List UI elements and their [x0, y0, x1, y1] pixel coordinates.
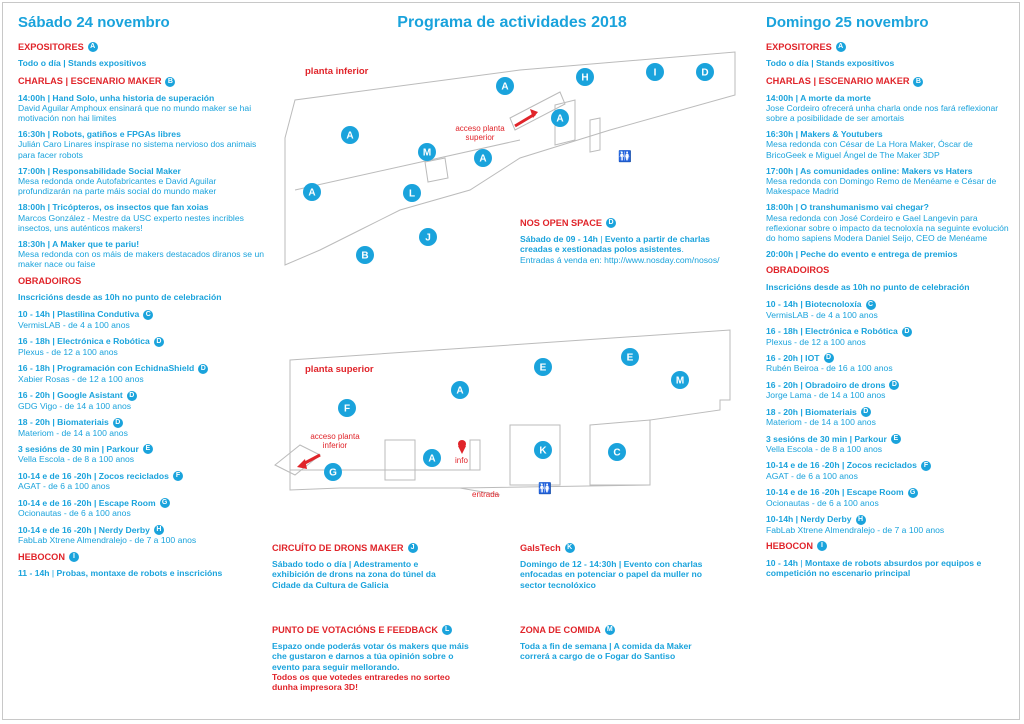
info-label: info [455, 456, 468, 465]
map-marker-m [418, 143, 436, 161]
map-marker-h [576, 68, 594, 86]
obradoiro-item: 10 - 14h | Plastilina Condutiva C VermisLAB - de 4 a 100 anos [18, 309, 268, 330]
charla-item: 18:00h | O transhumanismo vai chegar? Mesa redonda con José Cordeiro e Gael Langevin para reflexionar sobre o impacto da tecnoloxía na seguinte evolución do homo sapiens Modera Daniel Seijo, CEO de Menéame [766, 202, 1009, 244]
saturday-charlas-header: CHARLAS | ESCENARIO MAKER B [18, 76, 268, 86]
map-marker-b [356, 246, 374, 264]
svg-text:L: L [408, 188, 416, 200]
svg-text:A: A [308, 187, 316, 199]
map-marker-g [324, 463, 342, 481]
saturday-obradoiros-header: OBRADOIROS [18, 275, 82, 286]
upper-room-k [510, 425, 560, 485]
location-badge-icon: D [198, 364, 208, 374]
obradoiro-item: 10-14 e de 16 -20h | Zocos reciclados F AGAT - de 6 a 100 anos [766, 460, 1011, 481]
info-pin-tip [458, 446, 466, 454]
map-marker-a [303, 183, 321, 201]
badge-b-icon: B [913, 77, 923, 87]
svg-text:J: J [425, 232, 431, 244]
location-badge-icon: F [173, 471, 183, 481]
obradoiro-item: 10-14h | Nerdy Derby H FabLab Xtrene Almendralejo - de 7 a 100 anos [766, 514, 945, 536]
svg-text:F: F [343, 403, 351, 415]
location-badge-icon: D [154, 337, 164, 347]
svg-text:B: B [361, 250, 369, 262]
svg-text:A: A [346, 130, 354, 142]
obradoiro-item: 10-14 e de 16 -20h | Escape Room G Ocionautas - de 6 a 100 anos [18, 498, 268, 519]
saturday-column [18, 14, 268, 584]
svg-text:M: M [422, 147, 432, 159]
badge-d-icon: D [606, 218, 616, 228]
votacions-block: PUNTO DE VOTACIÓNS E FEEDBACK L Espazo onde poderás votar ós makers que máis che gustaron e darnos a túa opinión sobre o evento para seguir mellorando. Todos os que votedes entraredes no sorteo dunha impresora 3D! [272, 625, 469, 693]
sunday-obradoiros-header: OBRADOIROS [766, 265, 830, 276]
location-badge-icon: F [921, 461, 931, 471]
location-badge-icon: D [127, 391, 137, 401]
sunday-charlas-list [766, 93, 1011, 260]
saturday-expositores-header: EXPOSITORES A [18, 42, 268, 52]
sunday-hebocon-item: 10 - 14h | Montaxe de robots absurdos por equipos e competición no escenario principal [766, 557, 982, 578]
obradoiro-item: 10-14 e de 16 -20h | Zocos reciclados F AGAT - de 6 a 100 anos [18, 471, 268, 492]
map-marker-e [534, 358, 552, 376]
access-upper-label: acceso planta superior [455, 124, 505, 142]
map-marker-j [419, 228, 437, 246]
svg-text:E: E [626, 352, 634, 364]
saturday-obradoiros-intro: Inscricións desde as 10h no punto de celebración [18, 291, 222, 302]
charla-item: 17:00h | As comunidades online: Makers vs Haters Mesa redonda con Domingo Remo de Menéame e César de Makespace Madrid [766, 165, 997, 197]
nos-open-space-block: NOS OPEN SPACE D Sábado de 09 - 14h | Evento a partir de charlas creadas e xestionadas polos asistentes. Entradas á venda en: http://www.nosday.com/nosos/ [520, 218, 720, 265]
upper-floor-label: planta superior [305, 364, 374, 375]
location-badge-icon: E [891, 434, 901, 444]
location-badge-icon: G [908, 488, 918, 498]
charla-item: 14:00h | Hand Solo, unha historia de superación David Aguilar Amphoux ensinará que no mundo maker se hai motivación non hai limites [18, 92, 252, 124]
svg-text:I: I [653, 67, 657, 79]
saturday-hebocon-header: HEBOCON I [18, 552, 268, 562]
obradoiro-item: 10-14 e de 16 -20h | Escape Room G Ocionautas - de 6 a 100 anos [766, 487, 1011, 508]
charla-item: 18:00h | Tricópteros, os insectos que fan xoias Marcos González - Mestre da USC experto nestes incribles insectos, uns auténticos makers! [18, 202, 244, 233]
access-arrow-lower [515, 114, 535, 126]
svg-text:D: D [701, 67, 709, 79]
entrance-label: entrada [472, 490, 500, 499]
badge-i-icon: I [817, 541, 827, 551]
galstech-block: GalsTech K Domingo de 12 - 14:30h | Evento con charlas enfocadas en potenciar o papel da muller no sector tecnolóxico [520, 543, 703, 590]
obradoiro-item: 18 - 20h | Biomateriais D Materiom - de 14 a 100 anos [18, 416, 128, 438]
map-marker-a [551, 109, 569, 127]
badge-l-icon: L [442, 625, 452, 635]
sunday-obradoiros-list [766, 299, 1011, 535]
charla-item: 16:30h | Makers & Youtubers Mesa redonda con César de La Hora Maker, Óscar de BricoGeek e Miguel Ángel de The Maker 3DP [766, 129, 973, 160]
badge-a-icon: A [88, 42, 98, 52]
obradoiro-item: 16 - 20h | Google Asistant D GDG Vigo - de 14 a 100 anos [18, 390, 268, 411]
svg-text:M: M [675, 375, 685, 387]
sunday-hebocon-header: HEBOCON I [766, 541, 1011, 551]
location-badge-icon: D [889, 380, 899, 390]
upper-box-2 [470, 440, 480, 470]
obradoiro-item: 10 - 14h | Biotecnoloxía C VermisLAB - de 4 a 100 anos [766, 298, 878, 320]
badge-a-icon: A [836, 42, 846, 52]
access-lower-label: acceso planta inferior [310, 432, 360, 450]
location-badge-icon: D [113, 418, 123, 428]
location-badge-icon: H [154, 525, 164, 535]
svg-text:E: E [539, 362, 547, 374]
sunday-charlas-header: CHARLAS | ESCENARIO MAKER B [766, 76, 1011, 86]
map-marker-a [496, 77, 514, 95]
svg-text:A: A [428, 453, 436, 465]
sunday-title: Domingo 25 novembro [766, 14, 929, 31]
saturday-obradoiros-list [18, 309, 268, 545]
svg-text:A: A [456, 385, 464, 397]
svg-text:H: H [581, 72, 589, 84]
badge-b-icon: B [165, 77, 175, 87]
map-marker-k [534, 441, 552, 459]
location-badge-icon: E [143, 444, 153, 454]
badge-m-icon: M [605, 625, 615, 635]
access-arrowhead-upper [297, 459, 307, 469]
charla-item: 17:00h | Responsabilidade Social Maker Mesa redonda onde Autofabricantes e David Aguilar profundizarán na parte máis social do mundo maker [18, 165, 217, 197]
obradoiro-item: 10-14 e de 16 -20h | Nerdy Derby H FabLab Xtrene Almendralejo - de 7 a 100 anos [18, 524, 197, 546]
svg-text:A: A [479, 153, 487, 165]
svg-text:A: A [501, 81, 509, 93]
charla-item: 20:00h | Peche do evento e entrega de premios [766, 249, 958, 260]
obradoiro-item: 16 - 20h | Obradoiro de drons D Jorge Lama - de 14 a 100 anos [766, 380, 1011, 401]
toilet-icon-lower: 🚻 [618, 150, 632, 163]
location-badge-icon: C [866, 300, 876, 310]
sunday-expositores-header: EXPOSITORES A [766, 42, 1011, 52]
obradoiro-item: 18 - 20h | Biomateriais D Materiom - de 14 a 100 anos [766, 406, 876, 428]
obradoiro-item: 3 sesións de 30 min | Parkour E Vella Escola - de 8 a 100 anos [18, 444, 268, 465]
obradoiro-item: 16 - 20h | IOT D Rubén Beiroa - de 16 a 100 anos [766, 352, 893, 374]
map-marker-e [621, 348, 639, 366]
svg-text:A: A [556, 113, 564, 125]
badge-j-icon: J [408, 543, 418, 553]
location-badge-icon: C [143, 310, 153, 320]
upper-markers [324, 348, 689, 481]
location-badge-icon: G [160, 498, 170, 508]
map-marker-a [451, 381, 469, 399]
page-title: Programa de actividades 2018 [397, 14, 627, 31]
sunday-expositores-text: Todo o día | Stands expositivos [766, 58, 895, 69]
obradoiro-item: 16 - 18h | Programación con EchidnaShield D Xabier Rosas - de 12 a 100 anos [18, 363, 268, 384]
map-marker-l [403, 184, 421, 202]
map-marker-f [338, 399, 356, 417]
map-marker-a [423, 449, 441, 467]
map-marker-a [341, 126, 359, 144]
charla-item: 14:00h | A morte da morte Jose Cordeiro ofrecerá unha charla onde nos fará reflexionar sobre a posibilidade de ser amortais [766, 92, 999, 124]
obradoiro-item: 16 - 18h | Electrónica e Robótica D Plexus - de 12 a 100 anos [18, 336, 268, 357]
charla-item: 18:30h | A Maker que te pariu! Mesa redonda con os máis de makers destacados diranos se un maker nace ou faise [18, 239, 265, 270]
saturday-hebocon-item: 11 - 14h | Probas, montaxe de robots e inscricións [18, 567, 223, 578]
svg-text:G: G [329, 467, 337, 479]
drons-block: CIRCUÍTO DE DRONS MAKER J Sábado todo o día | Adestramento e exhibición de drons na zona do túnel da Cidade da Cultura de Galicia [272, 543, 436, 590]
sunday-obradoiros-intro: Inscricións desde as 10h no punto de celebración [766, 281, 970, 292]
upper-box-1 [385, 440, 415, 480]
obradoiro-item: 3 sesións de 30 min | Parkour E Vella Escola - de 8 a 100 anos [766, 434, 1011, 455]
map-marker-m [671, 371, 689, 389]
location-badge-icon: D [824, 353, 834, 363]
svg-text:K: K [539, 445, 547, 457]
toilet-icon-upper: 🚻 [538, 482, 552, 495]
saturday-title: Sábado 24 novembro [18, 14, 170, 31]
map-marker-c [608, 443, 626, 461]
sunday-column [766, 14, 1011, 584]
saturday-expositores-text: Todo o día | Stands expositivos [18, 58, 147, 69]
saturday-charlas-list [18, 93, 268, 270]
location-badge-icon: D [861, 407, 871, 417]
map-marker-a [474, 149, 492, 167]
location-badge-icon: D [902, 327, 912, 337]
charla-item: 16:30h | Robots, gatiños e FPGAs libres Julián Caro Linares inspírase no sistema nervioso dos animais para facer robots [18, 129, 257, 160]
obradoiro-item: 16 - 18h | Electrónica e Robótica D Plexus - de 12 a 100 anos [766, 326, 1011, 347]
badge-k-icon: K [565, 543, 575, 553]
map-marker-i [646, 63, 664, 81]
svg-text:C: C [613, 447, 621, 459]
lower-box [425, 158, 448, 182]
lower-floor-label: planta inferior [305, 66, 369, 77]
location-badge-icon: H [856, 515, 866, 525]
map-marker-d [696, 63, 714, 81]
comida-block: ZONA DE COMIDA M Toda a fin de semana | A comida da Maker correrá a cargo de o Fogar do Santiso [520, 625, 692, 662]
badge-i-icon: I [69, 552, 79, 562]
